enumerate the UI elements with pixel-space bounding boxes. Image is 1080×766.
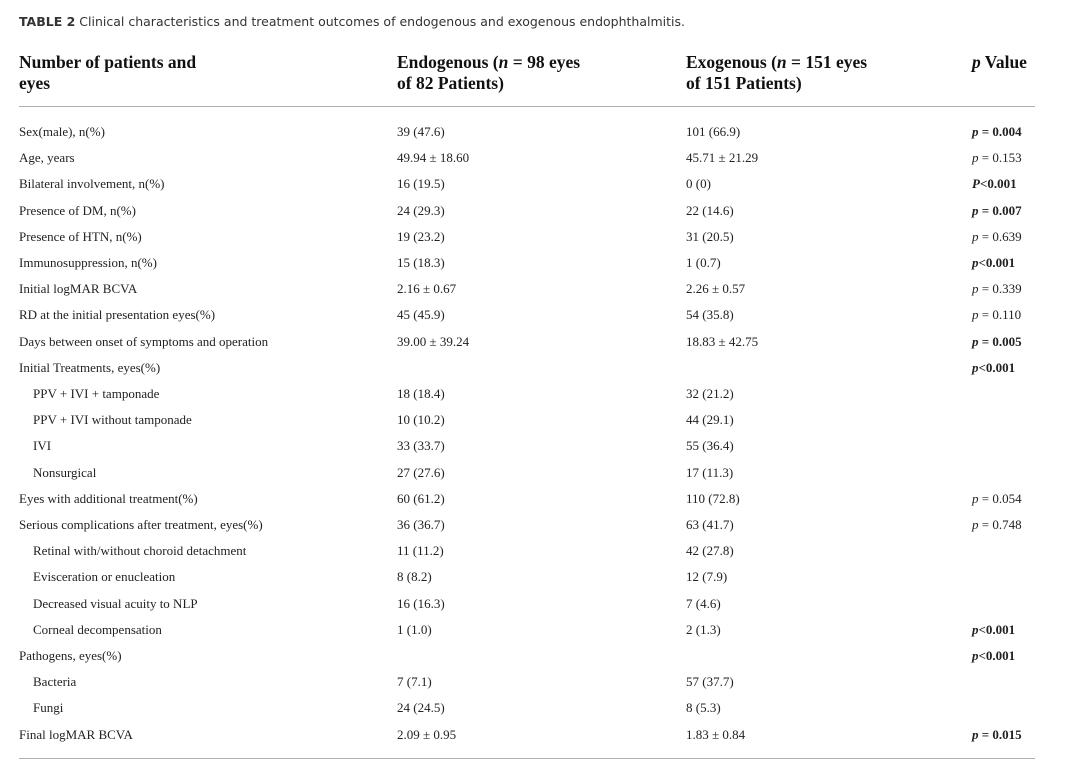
- table-row: [0, 229, 1080, 255]
- p-value-symbol: p: [972, 726, 979, 742]
- table-caption: [19, 14, 685, 29]
- p-value: [972, 124, 1022, 140]
- row-label: Days between onset of symptoms and operation: [19, 333, 269, 349]
- exogenous-value: 44 (29.1): [686, 412, 734, 428]
- row-label: Immunosuppression, n(%): [19, 255, 157, 270]
- row-label: RD at the initial presentation eyes(%): [19, 307, 216, 323]
- table-row: [0, 569, 1080, 595]
- exogenous-value: 12 (7.9): [686, 569, 728, 585]
- row-label: Nonsurgical: [33, 464, 97, 480]
- table-row: [0, 386, 1080, 412]
- p-value-symbol: P: [972, 176, 980, 192]
- endogenous-value: 16 (19.5): [397, 176, 445, 192]
- row-label: Presence of HTN, n(%): [19, 228, 142, 244]
- exogenous-value: 57 (37.7): [686, 674, 734, 690]
- table-row: [0, 438, 1080, 464]
- table-row: [0, 596, 1080, 622]
- p-value-number: = 0.054: [978, 490, 1022, 506]
- endogenous-value: 2.16 ± 0.67: [397, 281, 457, 297]
- table-row: [0, 517, 1080, 543]
- endogenous-value: 19 (23.2): [397, 228, 445, 244]
- table-row: [0, 491, 1080, 517]
- bottom-rule: [19, 758, 1035, 759]
- table-row: [0, 543, 1080, 569]
- header-characteristic-line1: Number of patients and: [19, 52, 197, 72]
- header-exogenous-n: n: [776, 52, 787, 72]
- exogenous-value: 18.83 ± 42.75: [686, 333, 759, 349]
- table-row: [0, 124, 1080, 150]
- table-row: [0, 281, 1080, 307]
- table-row: [0, 648, 1080, 674]
- table-row: [0, 176, 1080, 202]
- p-value: [972, 203, 1022, 219]
- row-label: Final logMAR BCVA: [19, 726, 133, 742]
- p-value-number: = 0.339: [978, 281, 1022, 297]
- exogenous-value: 2 (1.3): [686, 621, 721, 637]
- row-label: Age, years: [19, 150, 75, 166]
- endogenous-value: 8 (8.2): [397, 569, 432, 585]
- header-endogenous-suffix: = 98 eyes: [508, 52, 581, 72]
- exogenous-value: 1.83 ± 0.84: [686, 726, 746, 742]
- table-row: [0, 700, 1080, 726]
- row-label: Sex(male), n(%): [19, 124, 105, 139]
- table-row: [0, 727, 1080, 753]
- row-label: Fungi: [33, 700, 64, 716]
- endogenous-value: 16 (16.3): [397, 595, 445, 611]
- p-value-number: <0.001: [978, 648, 1016, 663]
- p-value-symbol: p: [972, 333, 979, 349]
- header-exogenous: [686, 52, 867, 94]
- header-exogenous-suffix: = 151 eyes: [786, 52, 868, 72]
- endogenous-value: 11 (11.2): [397, 543, 444, 559]
- table-row: [0, 412, 1080, 438]
- p-value-number: = 0.153: [978, 150, 1022, 166]
- header-exogenous-line1: [686, 52, 867, 73]
- endogenous-value: 24 (24.5): [397, 700, 445, 716]
- endogenous-value: 39.00 ± 39.24: [397, 333, 470, 349]
- endogenous-value: 24 (29.3): [397, 202, 445, 218]
- header-exogenous-prefix: Exogenous (: [686, 52, 777, 72]
- p-value: [972, 307, 1021, 323]
- endogenous-value: 18 (18.4): [397, 386, 445, 401]
- p-value: [972, 727, 1022, 743]
- p-value-symbol: p: [972, 621, 979, 637]
- p-value: [972, 648, 1015, 664]
- table-row: [0, 674, 1080, 700]
- exogenous-value: 32 (21.2): [686, 386, 734, 401]
- exogenous-value: 45.71 ± 21.29: [686, 150, 759, 166]
- p-value-symbol: p: [972, 255, 979, 270]
- endogenous-value: 33 (33.7): [397, 438, 445, 454]
- header-p-rest: Value: [980, 52, 1027, 72]
- header-endogenous: [397, 52, 580, 94]
- table-caption-label: TABLE 2: [19, 14, 76, 29]
- p-value-number: <0.001: [978, 359, 1016, 375]
- endogenous-value: 39 (47.6): [397, 124, 445, 139]
- p-value-number: = 0.007: [978, 202, 1022, 218]
- p-value: [972, 176, 1017, 192]
- exogenous-value: 1 (0.7): [686, 255, 721, 270]
- endogenous-value: 1 (1.0): [397, 621, 432, 637]
- row-label: Pathogens, eyes(%): [19, 648, 122, 663]
- endogenous-value: 27 (27.6): [397, 464, 445, 480]
- p-value-number: = 0.639: [978, 228, 1022, 244]
- exogenous-value: 22 (14.6): [686, 202, 734, 218]
- p-value: [972, 622, 1015, 638]
- row-label: PPV + IVI + tamponade: [33, 386, 160, 401]
- p-value-number: = 0.005: [978, 333, 1022, 349]
- header-endogenous-line1: [397, 52, 580, 73]
- table-row: [0, 150, 1080, 176]
- row-label: Retinal with/without choroid detachment: [33, 543, 247, 559]
- exogenous-value: 55 (36.4): [686, 438, 734, 454]
- table-row: [0, 622, 1080, 648]
- p-value-number: = 0.110: [978, 307, 1022, 323]
- p-value: [972, 360, 1015, 376]
- row-label: Serious complications after treatment, eyes(%): [19, 517, 263, 532]
- table-row: [0, 203, 1080, 229]
- p-value-symbol: p: [972, 228, 979, 244]
- p-value-number: <0.001: [979, 176, 1017, 192]
- table-caption-text: Clinical characteristics and treatment outcomes of endogenous and exogenous endophthalmitis.: [79, 14, 685, 29]
- endogenous-value: 10 (10.2): [397, 412, 445, 428]
- exogenous-value: 31 (20.5): [686, 228, 734, 244]
- exogenous-value: 63 (41.7): [686, 517, 734, 532]
- row-label: Initial logMAR BCVA: [19, 281, 138, 297]
- endogenous-value: 15 (18.3): [397, 255, 445, 270]
- table-row: [0, 307, 1080, 333]
- row-label: PPV + IVI without tamponade: [33, 412, 192, 428]
- header-characteristic: [19, 52, 196, 94]
- endogenous-value: 45 (45.9): [397, 307, 445, 323]
- p-value-symbol: p: [972, 359, 979, 375]
- row-label: IVI: [33, 438, 52, 454]
- p-value-symbol: p: [972, 490, 979, 506]
- endogenous-value: 2.09 ± 0.95: [397, 726, 457, 742]
- p-value-number: = 0.015: [978, 726, 1022, 742]
- exogenous-value: 110 (72.8): [686, 490, 740, 506]
- row-label: Bilateral involvement, n(%): [19, 176, 165, 192]
- row-label: Decreased visual acuity to NLP: [33, 595, 198, 611]
- exogenous-value: 0 (0): [686, 176, 711, 192]
- p-value-symbol: p: [972, 150, 979, 166]
- table-row: [0, 360, 1080, 386]
- p-value-symbol: p: [972, 281, 979, 297]
- p-value: [972, 281, 1022, 297]
- header-p-italic: p: [972, 52, 981, 72]
- exogenous-value: 42 (27.8): [686, 543, 734, 559]
- p-value: [972, 334, 1022, 350]
- header-p-value: [972, 52, 1027, 73]
- header-exogenous-line2: of 151 Patients): [686, 73, 802, 93]
- endogenous-value: 60 (61.2): [397, 490, 445, 506]
- exogenous-value: 17 (11.3): [686, 464, 734, 480]
- p-value: [972, 150, 1022, 166]
- p-value-symbol: p: [972, 124, 979, 139]
- p-value-number: = 0.004: [978, 124, 1022, 139]
- row-label: Corneal decompensation: [33, 621, 162, 637]
- table-row: [0, 255, 1080, 281]
- exogenous-value: 7 (4.6): [686, 595, 721, 611]
- header-rule: [19, 106, 1035, 107]
- exogenous-value: 54 (35.8): [686, 307, 734, 323]
- header-endogenous-prefix: Endogenous (: [397, 52, 499, 72]
- header-endogenous-n: n: [498, 52, 509, 72]
- endogenous-value: 7 (7.1): [397, 674, 432, 690]
- header-characteristic-line2: eyes: [19, 73, 51, 93]
- table-row: [0, 334, 1080, 360]
- exogenous-value: 2.26 ± 0.57: [686, 281, 746, 297]
- exogenous-value: 8 (5.3): [686, 700, 721, 716]
- p-value-symbol: p: [972, 517, 979, 532]
- row-label: Eyes with additional treatment(%): [19, 490, 198, 506]
- row-label: Initial Treatments, eyes(%): [19, 359, 161, 375]
- endogenous-value: 49.94 ± 18.60: [397, 150, 470, 166]
- p-value: [972, 491, 1022, 507]
- table-row: [0, 465, 1080, 491]
- row-label: Bacteria: [33, 674, 77, 690]
- p-value-symbol: p: [972, 648, 979, 663]
- row-label: Evisceration or enucleation: [33, 569, 176, 585]
- p-value: [972, 517, 1022, 533]
- exogenous-value: 101 (66.9): [686, 124, 741, 139]
- endogenous-value: 36 (36.7): [397, 517, 445, 532]
- p-value-number: <0.001: [978, 255, 1016, 270]
- p-value-symbol: p: [972, 307, 979, 323]
- p-value: [972, 229, 1022, 245]
- p-value-number: = 0.748: [978, 517, 1022, 532]
- header-endogenous-line2: of 82 Patients): [397, 73, 504, 93]
- row-label: Presence of DM, n(%): [19, 202, 136, 218]
- p-value-number: <0.001: [978, 621, 1016, 637]
- p-value: [972, 255, 1015, 271]
- p-value-symbol: p: [972, 202, 979, 218]
